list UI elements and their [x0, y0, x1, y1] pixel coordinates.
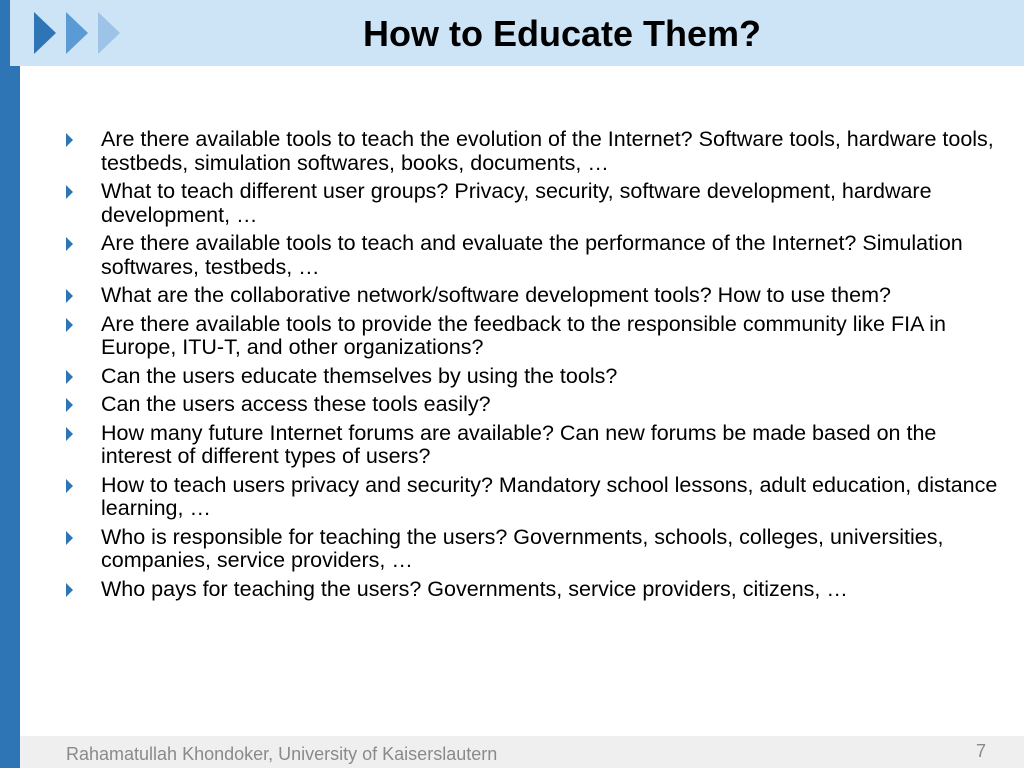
bullet-text: How many future Internet forums are available? Can new forums be made based on the interest of different types of users?	[101, 420, 937, 468]
bullet-arrow-icon	[66, 237, 73, 251]
list-item	[62, 313, 1002, 360]
list-item	[62, 393, 1002, 417]
bullet-arrow-icon	[66, 427, 73, 441]
bullet-arrow-icon	[66, 318, 73, 332]
list-item	[62, 474, 1002, 521]
slide-header	[10, 0, 1024, 66]
footer-author: Rahamatullah Khondoker, University of Kaiserslautern	[66, 744, 498, 764]
list-item	[62, 180, 1002, 227]
list-item	[62, 284, 1002, 308]
page-title: How to Educate Them?	[362, 13, 762, 54]
bullet-text: Are there available tools to teach and evaluate the performance of the Internet? Simulation softwares, testbeds, …	[101, 231, 963, 279]
bullet-arrow-icon	[66, 370, 73, 384]
bullet-text: How to teach users privacy and security? Mandatory school lessons, adult education, distance learning, …	[101, 472, 998, 520]
list-item	[62, 128, 1002, 175]
list-item	[62, 578, 1002, 602]
bullet-arrow-icon	[66, 398, 73, 412]
bullet-text: What are the collaborative network/software development tools? How to use them?	[101, 283, 891, 307]
bullet-text: Are there available tools to teach the evolution of the Internet? Software tools, hardware tools, testbeds, simulation softwares, books, documents, …	[101, 127, 994, 175]
list-item	[62, 526, 1002, 573]
list-item	[62, 365, 1002, 389]
bullet-text: What to teach different user groups? Privacy, security, software development, hardware development, …	[101, 179, 932, 227]
bullet-text: Who pays for teaching the users? Governments, service providers, citizens, …	[101, 576, 848, 601]
slide-footer	[20, 736, 1024, 768]
bullet-text: Who is responsible for teaching the users? Governments, schools, colleges, universities, companies, service providers, …	[101, 524, 944, 572]
bullet-text: Are there available tools to provide the feedback to the responsible community like FIA in Europe, ITU-T, and other organizations?	[101, 311, 946, 359]
page-number: 7	[975, 741, 986, 761]
list-item	[62, 232, 1002, 279]
bullet-arrow-icon	[66, 531, 73, 545]
bullet-text: Can the users access these tools easily?	[101, 392, 491, 416]
list-item	[62, 422, 1002, 469]
bullet-text: Can the users educate themselves by using the tools?	[101, 363, 618, 388]
bullet-arrow-icon	[66, 289, 73, 303]
left-accent-bar	[0, 0, 20, 768]
bullet-arrow-icon	[66, 133, 73, 147]
bullet-arrow-icon	[66, 185, 73, 199]
bullet-list	[62, 128, 1002, 606]
bullet-arrow-icon	[66, 479, 73, 493]
bullet-arrow-icon	[66, 583, 73, 597]
